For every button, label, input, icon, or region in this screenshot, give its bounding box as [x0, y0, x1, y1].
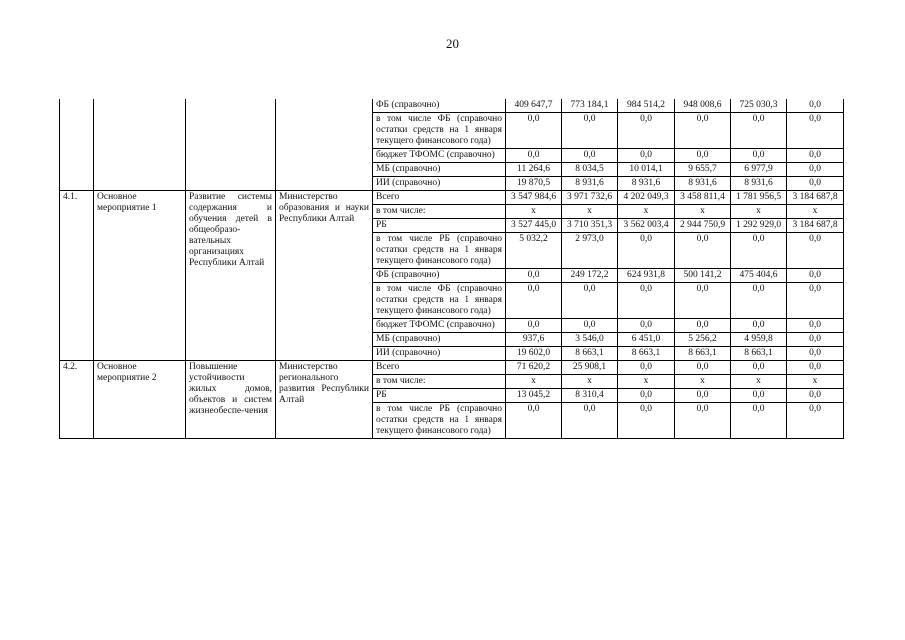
funding-value: 0,0: [787, 361, 844, 375]
funding-value: 0,0: [506, 403, 562, 439]
funding-value: 8 663,1: [675, 347, 731, 361]
funding-value: 3 710 351,3: [562, 219, 618, 233]
funding-value: 0,0: [787, 99, 844, 113]
funding-source: в том числе ФБ (справочно остатки средств на 1 января текущего финансового года): [373, 283, 506, 319]
funding-value: 0,0: [675, 233, 731, 269]
funding-value: 0,0: [675, 113, 731, 149]
funding-value: х: [506, 205, 562, 219]
funding-value: 2 973,0: [562, 233, 618, 269]
funding-source: в том числе:: [373, 205, 506, 219]
funding-value: 0,0: [506, 319, 562, 333]
funding-value: 8 034,5: [562, 163, 618, 177]
funding-value: 0,0: [675, 319, 731, 333]
event-name: Основное мероприятие 2: [94, 361, 186, 439]
funding-value: 0,0: [675, 389, 731, 403]
funding-value: 3 527 445,0: [506, 219, 562, 233]
event-executor: Министерство образования и науки Республики Алтай: [276, 191, 373, 361]
funding-source: в том числе:: [373, 375, 506, 389]
event-description: [186, 99, 276, 191]
funding-value: 2 944 750,9: [675, 219, 731, 233]
funding-value: 4 959,8: [731, 333, 787, 347]
funding-value: 8 663,1: [562, 347, 618, 361]
funding-value: 6 451,0: [618, 333, 675, 347]
funding-value: 1 292 929,0: [731, 219, 787, 233]
funding-value: 984 514,2: [618, 99, 675, 113]
funding-value: х: [787, 375, 844, 389]
row-number: 4.1.: [60, 191, 94, 361]
funding-value: 8 310,4: [562, 389, 618, 403]
funding-value: 3 547 984,6: [506, 191, 562, 205]
funding-value: 0,0: [731, 149, 787, 163]
funding-value: 725 030,3: [731, 99, 787, 113]
funding-value: 948 008,6: [675, 99, 731, 113]
funding-value: 0,0: [731, 361, 787, 375]
funding-value: 0,0: [787, 389, 844, 403]
funding-value: 3 971 732,6: [562, 191, 618, 205]
funding-value: 8 931,6: [618, 177, 675, 191]
funding-value: 0,0: [562, 319, 618, 333]
funding-value: х: [731, 205, 787, 219]
funding-value: 0,0: [618, 283, 675, 319]
funding-value: 773 184,1: [562, 99, 618, 113]
funding-value: 0,0: [787, 403, 844, 439]
funding-value: 0,0: [675, 283, 731, 319]
funding-source: Всего: [373, 361, 506, 375]
funding-value: 8 931,6: [675, 177, 731, 191]
funding-value: 937,6: [506, 333, 562, 347]
funding-source: в том числе РБ (справочно остатки средств на 1 января текущего финансового года): [373, 233, 506, 269]
funding-value: х: [675, 375, 731, 389]
funding-value: 3 562 003,4: [618, 219, 675, 233]
funding-value: 0,0: [618, 389, 675, 403]
funding-value: 0,0: [506, 269, 562, 283]
funding-source: МБ (справочно): [373, 163, 506, 177]
funding-value: 0,0: [787, 333, 844, 347]
funding-value: 0,0: [787, 319, 844, 333]
funding-value: 0,0: [787, 269, 844, 283]
funding-value: 0,0: [787, 113, 844, 149]
funding-value: 475 404,6: [731, 269, 787, 283]
funding-value: 0,0: [675, 361, 731, 375]
funding-source: РБ: [373, 219, 506, 233]
funding-value: 500 141,2: [675, 269, 731, 283]
funding-value: 3 184 687,8: [787, 219, 844, 233]
funding-value: 0,0: [562, 113, 618, 149]
funding-value: 0,0: [618, 233, 675, 269]
funding-value: 3 458 811,4: [675, 191, 731, 205]
table-row: [60, 361, 844, 375]
funding-source: в том числе РБ (справочно остатки средств на 1 января текущего финансового года): [373, 403, 506, 439]
funding-value: 0,0: [618, 361, 675, 375]
funding-value: 71 620,2: [506, 361, 562, 375]
funding-value: 0,0: [731, 113, 787, 149]
row-number: 4.2.: [60, 361, 94, 439]
funding-value: 5 032,2: [506, 233, 562, 269]
funding-value: 8 663,1: [618, 347, 675, 361]
funding-value: 0,0: [731, 283, 787, 319]
funding-value: х: [506, 375, 562, 389]
funding-value: 3 184 687,8: [787, 191, 844, 205]
event-executor: [276, 99, 373, 191]
event-executor: Министерство регионального развития Республики Алтай: [276, 361, 373, 439]
funding-value: 0,0: [618, 403, 675, 439]
funding-source: ИИ (справочно): [373, 347, 506, 361]
funding-source: ФБ (справочно): [373, 99, 506, 113]
funding-value: х: [675, 205, 731, 219]
page-number: 20: [446, 36, 459, 51]
funding-value: 0,0: [787, 163, 844, 177]
funding-value: 8 663,1: [731, 347, 787, 361]
funding-value: 5 256,2: [675, 333, 731, 347]
funding-value: 0,0: [506, 283, 562, 319]
funding-source: в том числе ФБ (справочно остатки средств на 1 января текущего финансового года): [373, 113, 506, 149]
funding-value: 0,0: [787, 149, 844, 163]
funding-value: 4 202 049,3: [618, 191, 675, 205]
funding-value: 10 014,1: [618, 163, 675, 177]
funding-value: х: [562, 375, 618, 389]
funding-source: ИИ (справочно): [373, 177, 506, 191]
funding-value: 0,0: [787, 177, 844, 191]
funding-value: х: [618, 375, 675, 389]
funding-source: ФБ (справочно): [373, 269, 506, 283]
table-row: [60, 191, 844, 205]
funding-source: Всего: [373, 191, 506, 205]
funding-value: 8 931,6: [562, 177, 618, 191]
funding-value: х: [787, 205, 844, 219]
funding-value: 6 977,9: [731, 163, 787, 177]
funding-value: 0,0: [731, 319, 787, 333]
funding-value: 1 781 956,5: [731, 191, 787, 205]
funding-value: 11 264,6: [506, 163, 562, 177]
event-description: Развитие системы содержания и обучения детей в общеобразо-вательных организациях Республики Алтай: [186, 191, 276, 361]
funding-value: 0,0: [506, 113, 562, 149]
funding-value: 0,0: [675, 403, 731, 439]
funding-value: х: [562, 205, 618, 219]
funding-value: 249 172,2: [562, 269, 618, 283]
funding-value: 409 647,7: [506, 99, 562, 113]
funding-source: бюджет ТФОМС (справочно): [373, 319, 506, 333]
event-name: [94, 99, 186, 191]
funding-value: 0,0: [787, 233, 844, 269]
funding-value: 0,0: [675, 149, 731, 163]
funding-value: 0,0: [618, 149, 675, 163]
funding-value: 0,0: [618, 319, 675, 333]
budget-table: [59, 99, 844, 439]
funding-value: 0,0: [731, 233, 787, 269]
funding-value: 0,0: [562, 283, 618, 319]
funding-value: 19 602,0: [506, 347, 562, 361]
funding-value: 0,0: [562, 403, 618, 439]
funding-value: 0,0: [731, 389, 787, 403]
event-description: Повышение устойчивости жилых домов, объектов и систем жизнеобеспе-чения: [186, 361, 276, 439]
funding-value: 8 931,6: [731, 177, 787, 191]
funding-source: МБ (справочно): [373, 333, 506, 347]
funding-value: 0,0: [506, 149, 562, 163]
funding-value: 0,0: [731, 403, 787, 439]
funding-source: РБ: [373, 389, 506, 403]
event-name: Основное мероприятие 1: [94, 191, 186, 361]
funding-value: х: [731, 375, 787, 389]
funding-value: 0,0: [787, 347, 844, 361]
funding-value: 624 931,8: [618, 269, 675, 283]
funding-value: 13 045,2: [506, 389, 562, 403]
funding-value: 0,0: [618, 113, 675, 149]
funding-value: 9 655,7: [675, 163, 731, 177]
row-number: [60, 99, 94, 191]
funding-value: 25 908,1: [562, 361, 618, 375]
funding-source: бюджет ТФОМС (справочно): [373, 149, 506, 163]
funding-value: 19 870,5: [506, 177, 562, 191]
funding-value: х: [618, 205, 675, 219]
funding-value: 3 546,0: [562, 333, 618, 347]
funding-value: 0,0: [787, 283, 844, 319]
funding-value: 0,0: [562, 149, 618, 163]
table-row: [60, 99, 844, 113]
